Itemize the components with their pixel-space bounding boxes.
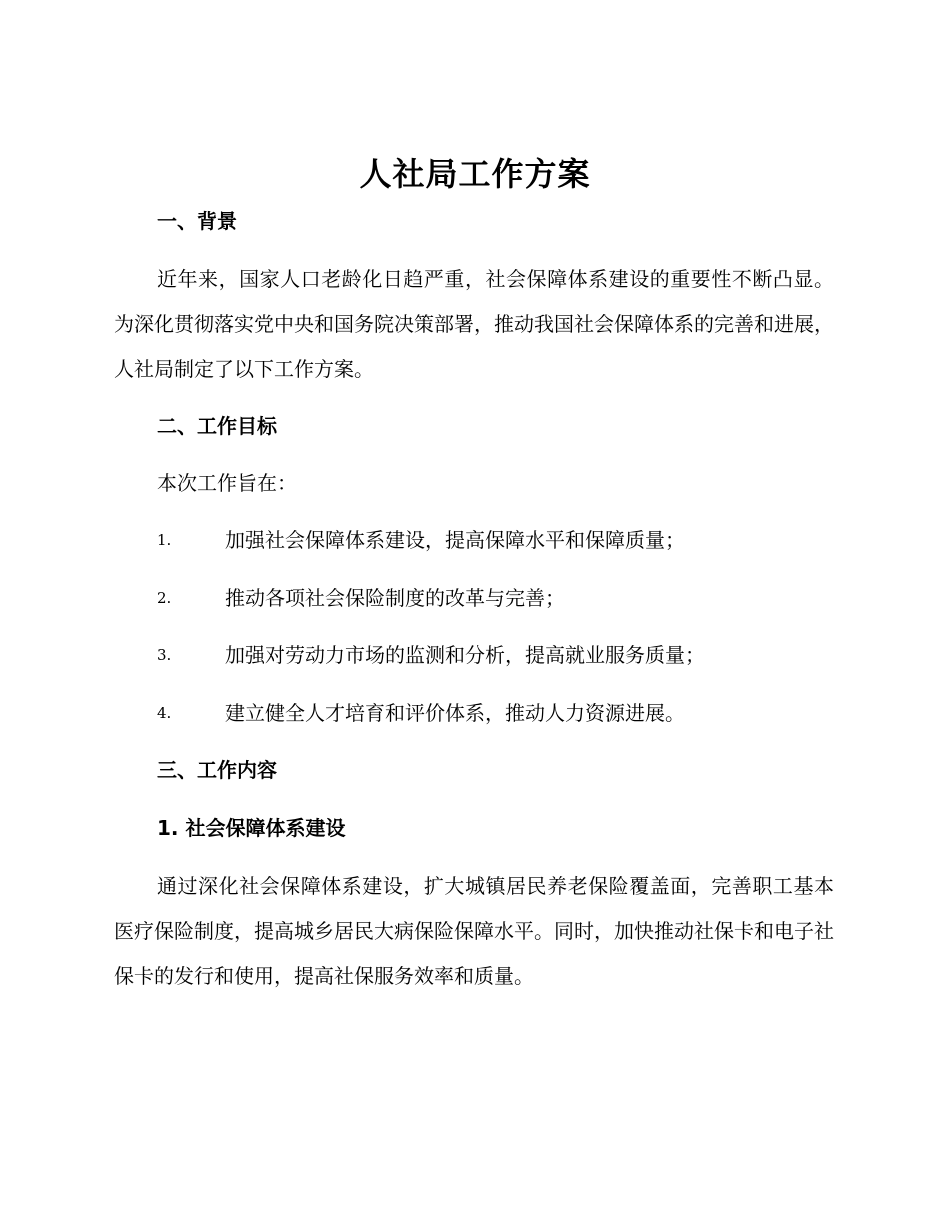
list-item-text: 加强对劳动力市场的监测和分析，提高就业服务质量； (225, 643, 705, 667)
goal-list-item (157, 698, 857, 728)
goals-intro: 本次工作旨在： (157, 471, 297, 495)
document-title: 人社局工作方案 (359, 155, 591, 193)
list-number: 1. (157, 531, 172, 549)
list-number: 4. (157, 704, 172, 722)
social-security-paragraph: 通过深化社会保障体系建设，扩大城镇居民养老保险覆盖面，完善职工基本医疗保险制度，提高城乡居民大病保险保障水平。同时，加快推动社保卡和电子社保卡的发行和使用，提高社保服务效率和质量。 (114, 874, 834, 988)
list-number: 3. (157, 646, 172, 664)
background-paragraph: 近年来，国家人口老龄化日趋严重，社会保障体系建设的重要性不断凸显。为深化贯彻落实党中央和国务院决策部署，推动我国社会保障体系的完善和进展，人社局制定了以下工作方案。 (114, 267, 834, 381)
subsection-heading-social-security: 1. 社会保障体系建设 (157, 816, 346, 840)
list-number: 2. (157, 589, 172, 607)
list-item-text: 加强社会保障体系建设，提高保障水平和保障质量； (225, 528, 685, 552)
goal-list-item (157, 640, 857, 670)
list-item-text: 建立健全人才培育和评价体系，推动人力资源进展。 (225, 701, 685, 725)
section-heading-background: 一、背景 (157, 209, 237, 233)
section-heading-goals: 二、工作目标 (157, 414, 277, 438)
goal-list-item (157, 583, 857, 613)
list-item-text: 推动各项社会保险制度的改革与完善； (225, 586, 565, 610)
goal-list-item (157, 525, 857, 555)
section-heading-content: 三、工作内容 (157, 758, 277, 782)
